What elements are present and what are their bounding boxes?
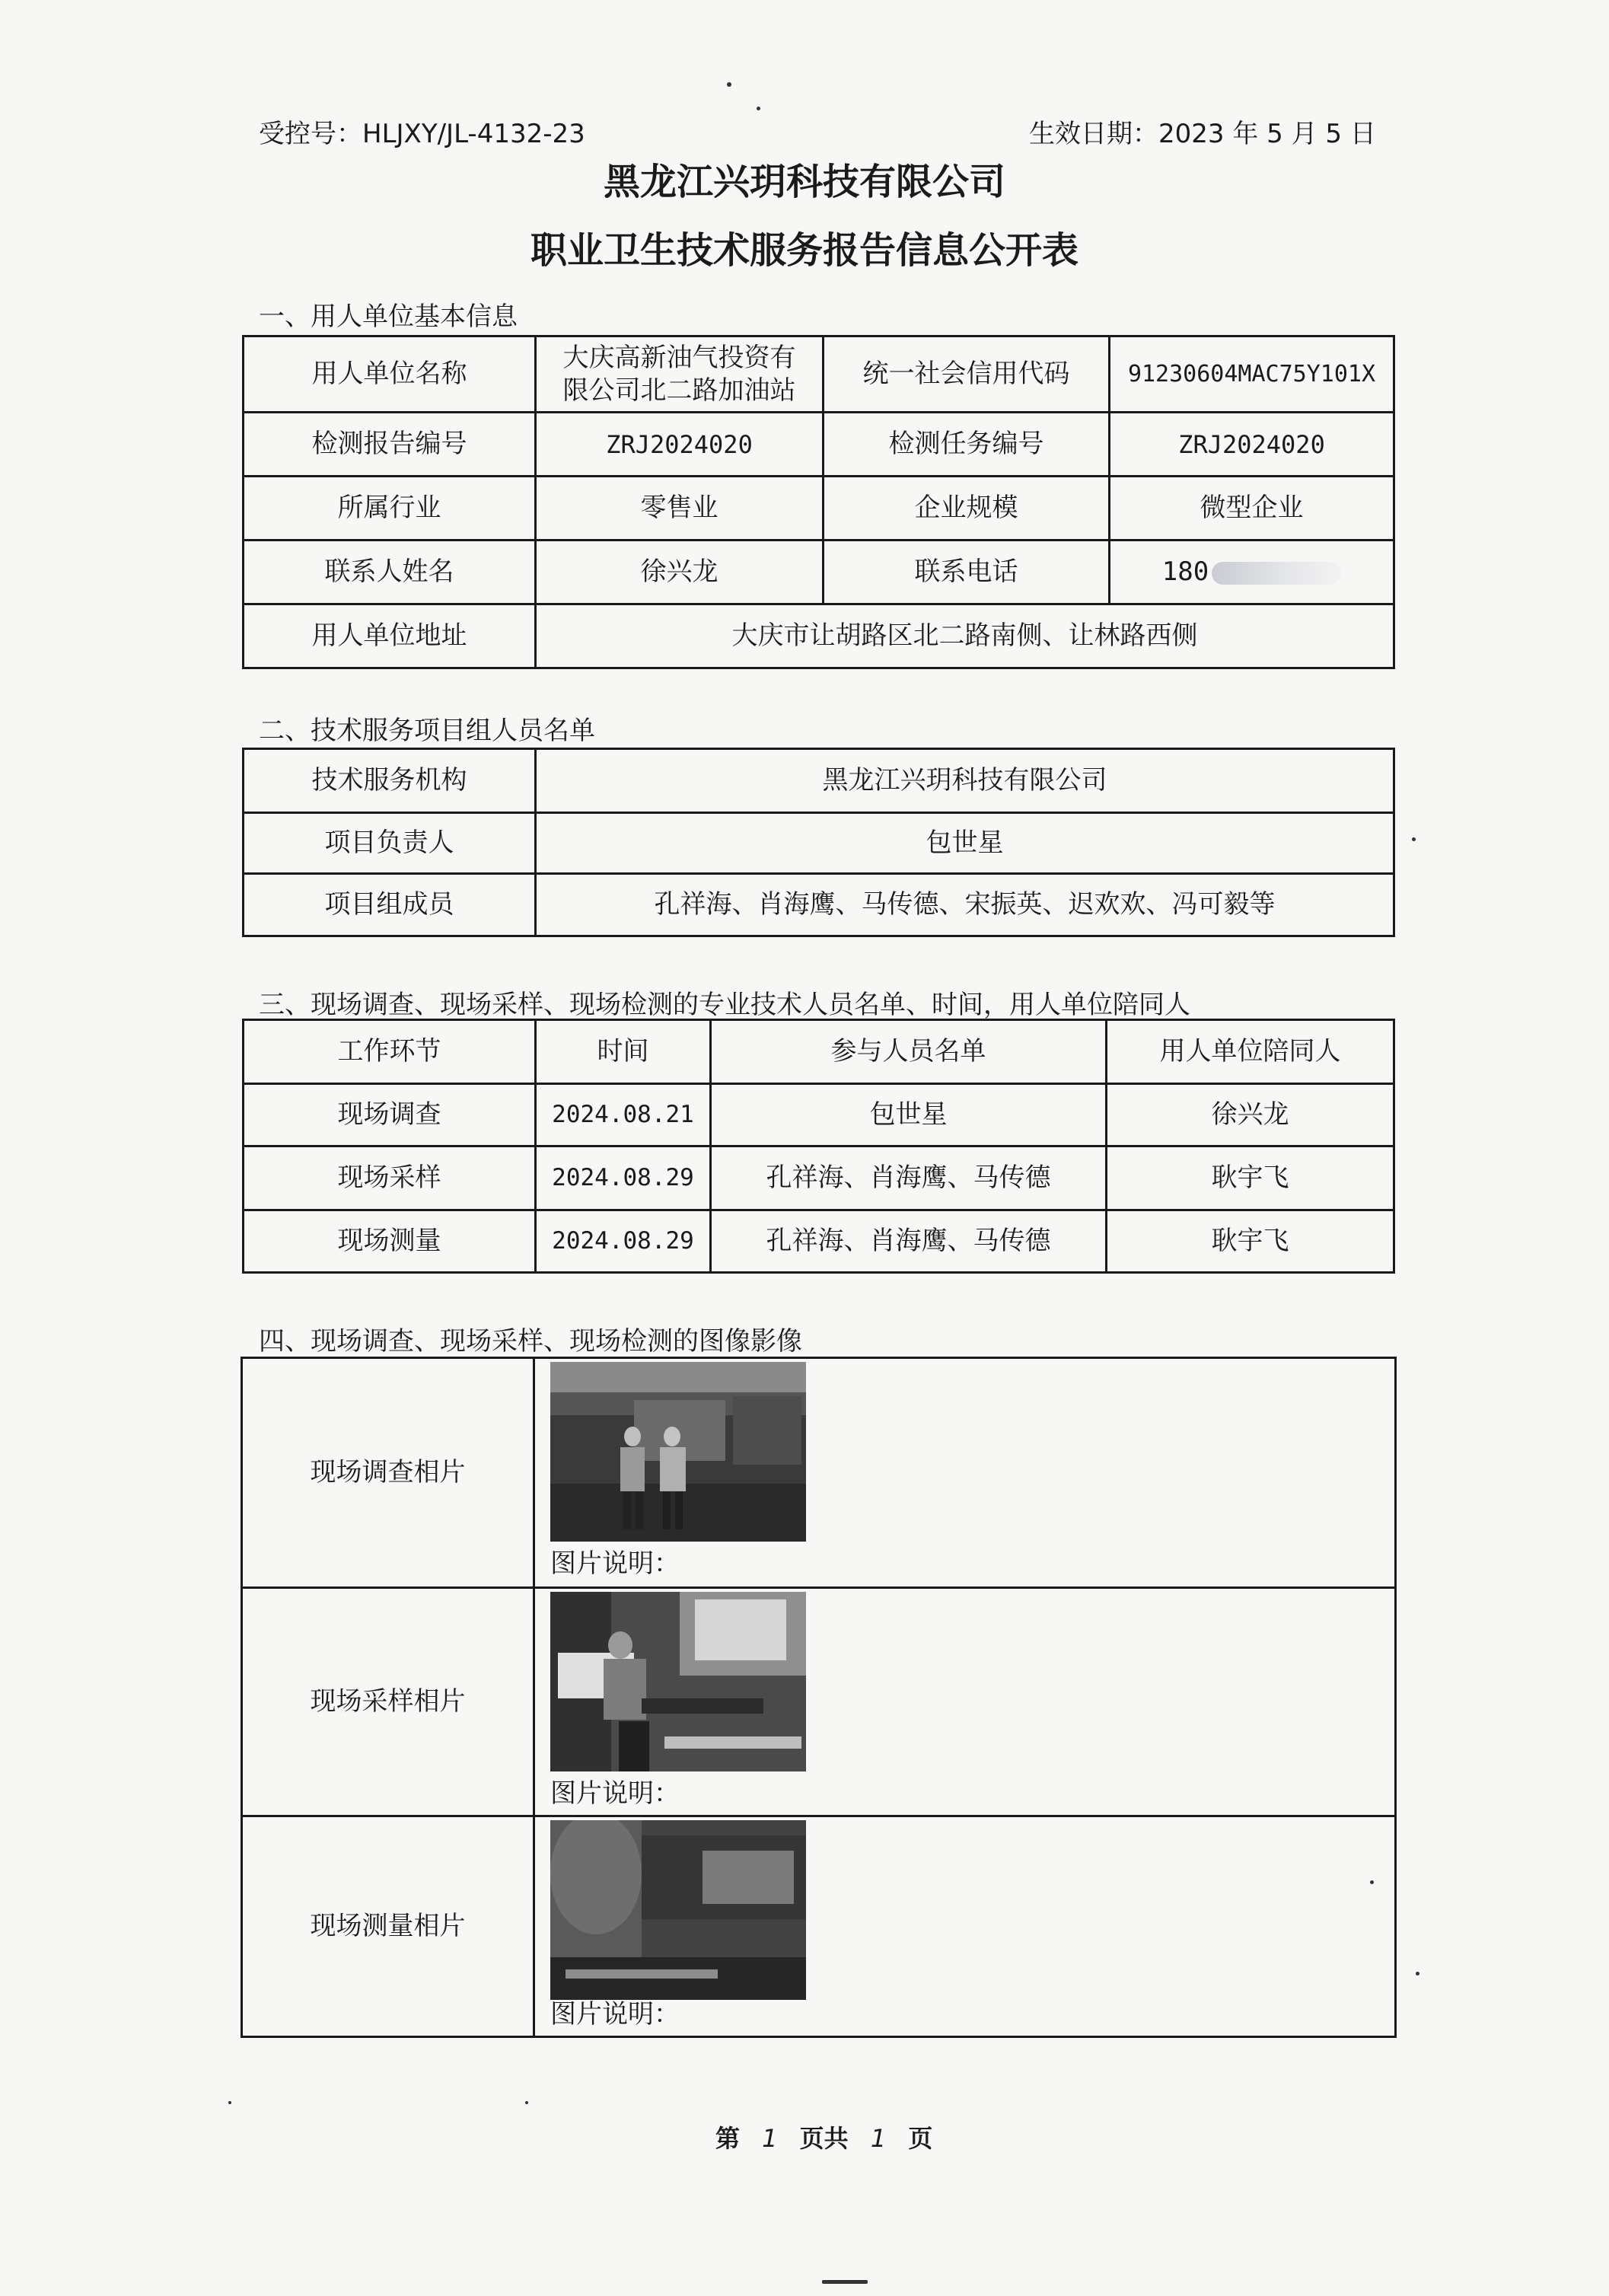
photo-caption-measurement: 图片说明： [550, 1999, 680, 2030]
row-date: 2024.08.21 [536, 1084, 711, 1146]
company-title: 黑龙江兴玥科技有限公司 [603, 161, 1005, 203]
unit-name-line1: 大庆高新油气投资有 [562, 343, 796, 373]
section3-heading: 三、现场调查、现场采样、现场检测的专业技术人员名单、时间，用人单位陪同人 [259, 990, 1190, 1020]
unit-name-line2: 限公司北二路加油站 [562, 375, 796, 406]
lead-label: 项目负责人 [244, 813, 536, 874]
table-row [244, 1084, 1394, 1146]
page-prefix: 第 [715, 2124, 741, 2153]
row-staff: 孔祥海、肖海鹰、马传德 [711, 1210, 1107, 1273]
measurement-photo [550, 1820, 806, 2000]
photo-label-sampling: 现场采样相片 [242, 1588, 534, 1816]
scan-speck [1370, 1880, 1374, 1884]
task-no-value: ZRJ2024020 [1110, 413, 1394, 477]
effective-date: 生效日期：2023 年 5 月 5 日 [1029, 119, 1376, 149]
row-stage: 现场调查 [244, 1084, 536, 1146]
section1-heading: 一、用人单位基本信息 [259, 301, 518, 332]
col-header-escort: 用人单位陪同人 [1107, 1020, 1394, 1084]
report-no-label: 检测报告编号 [244, 413, 536, 477]
address-label: 用人单位地址 [244, 604, 536, 668]
lead-value: 包世星 [536, 813, 1394, 874]
photo-caption-survey: 图片说明： [550, 1548, 680, 1579]
row-date: 2024.08.29 [536, 1210, 711, 1273]
unit-name-label: 用人单位名称 [244, 336, 536, 413]
sampling-photo [550, 1592, 806, 1771]
section2-heading: 二、技术服务项目组人员名单 [259, 716, 595, 746]
address-value: 大庆市让胡路区北二路南侧、让林路西侧 [536, 604, 1394, 668]
org-label: 技术服务机构 [244, 749, 536, 813]
photo-table [241, 1357, 1397, 2038]
redaction-blur [1212, 562, 1341, 585]
row-staff: 孔祥海、肖海鹰、马传德 [711, 1146, 1107, 1210]
phone-value [1110, 541, 1394, 604]
unit-name-value [536, 336, 824, 413]
scale-label: 企业规模 [824, 477, 1110, 541]
industry-value: 零售业 [536, 477, 824, 541]
page-middle: 页共 [799, 2124, 849, 2153]
contact-value: 徐兴龙 [536, 541, 824, 604]
task-no-label: 检测任务编号 [824, 413, 1110, 477]
row-staff: 包世星 [711, 1084, 1107, 1146]
table-row [244, 1210, 1394, 1273]
form-title: 职业卫生技术服务报告信息公开表 [530, 229, 1079, 272]
scan-speck [1416, 1972, 1419, 1976]
photo-label-measurement: 现场测量相片 [242, 1816, 534, 2037]
col-header-date: 时间 [536, 1020, 711, 1084]
credit-code-label: 统一社会信用代码 [824, 336, 1110, 413]
row-stage: 现场测量 [244, 1210, 536, 1273]
scale-value: 微型企业 [1110, 477, 1394, 541]
page-total: 1 [870, 2124, 887, 2153]
scan-speck [525, 2101, 528, 2104]
survey-photo [550, 1362, 806, 1542]
org-value: 黑龙江兴玥科技有限公司 [536, 749, 1394, 813]
row-stage: 现场采样 [244, 1146, 536, 1210]
photo-caption-sampling: 图片说明： [550, 1778, 680, 1809]
row-date: 2024.08.29 [536, 1146, 711, 1210]
photo-cell-measurement [534, 1816, 1396, 2037]
scan-speck [727, 82, 731, 87]
table-row [244, 1146, 1394, 1210]
col-header-staff: 参与人员名单 [711, 1020, 1107, 1084]
basic-info-table [242, 335, 1395, 669]
field-work-table [242, 1019, 1395, 1274]
phone-prefix: 180 [1161, 556, 1209, 588]
scan-speck [757, 107, 760, 110]
report-no-value: ZRJ2024020 [536, 413, 824, 477]
section4-heading: 四、现场调查、现场采样、现场检测的图像影像 [259, 1326, 802, 1357]
photo-cell-survey [534, 1358, 1396, 1588]
page-suffix: 页 [908, 2124, 933, 2153]
photo-label-survey: 现场调查相片 [242, 1358, 534, 1588]
row-escort: 徐兴龙 [1107, 1084, 1394, 1146]
credit-code-value: 91230604MAC75Y101X [1110, 336, 1394, 413]
members-value: 孔祥海、肖海鹰、马传德、宋振英、迟欢欢、冯可毅等 [536, 874, 1394, 936]
scan-speck [822, 2280, 868, 2284]
contact-label: 联系人姓名 [244, 541, 536, 604]
industry-label: 所属行业 [244, 477, 536, 541]
control-number: 受控号：HLJXY/JL-4132-23 [259, 119, 585, 149]
phone-label: 联系电话 [824, 541, 1110, 604]
members-label: 项目组成员 [244, 874, 536, 936]
row-escort: 耿宇飞 [1107, 1210, 1394, 1273]
page-footer [715, 2119, 932, 2154]
project-team-table [242, 748, 1395, 937]
photo-cell-sampling [534, 1588, 1396, 1816]
scan-speck [1412, 837, 1416, 841]
page-number: 1 [762, 2124, 778, 2153]
col-header-stage: 工作环节 [244, 1020, 536, 1084]
row-escort: 耿宇飞 [1107, 1146, 1394, 1210]
scan-speck [228, 2101, 231, 2104]
